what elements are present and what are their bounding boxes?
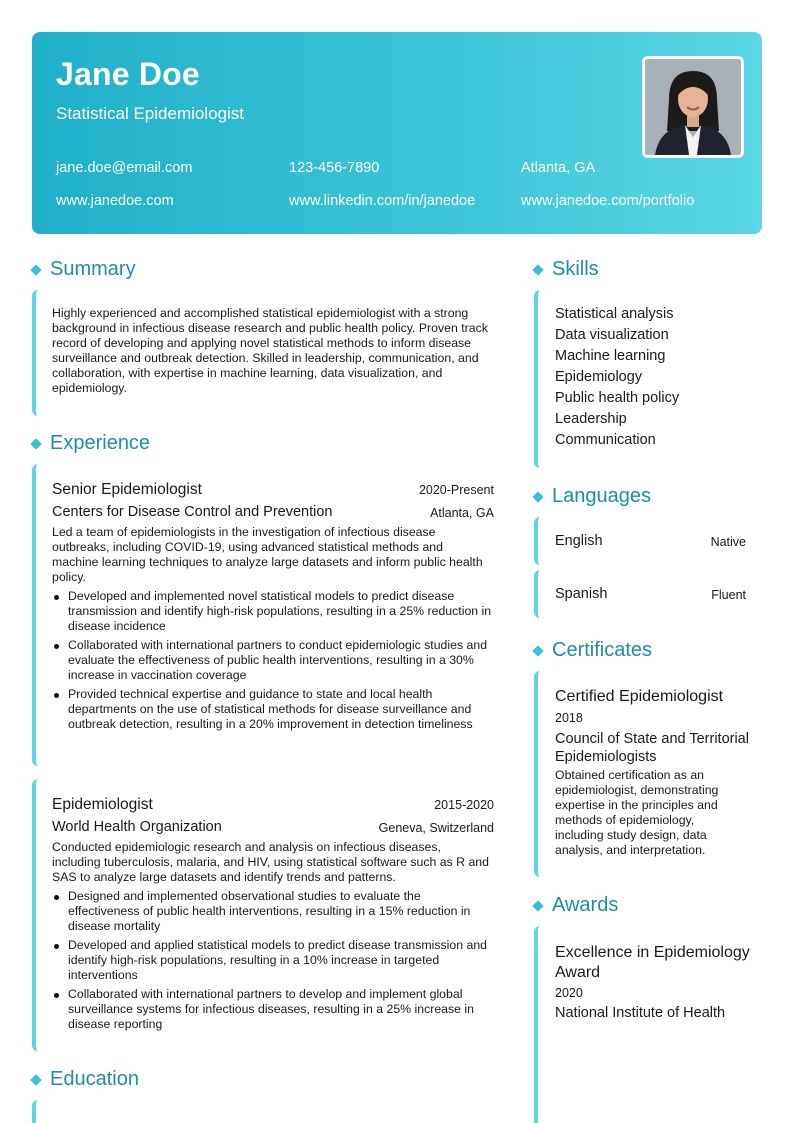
job-bullet: Designed and implemented observational studies to evaluate the effectiveness of public health interventions, resulting in a 15% reduction in disease mortality [52, 889, 492, 934]
profile-photo [642, 56, 744, 158]
skill-item: Data visualization [555, 327, 669, 343]
job-organization: Centers for Disease Control and Prevention [52, 504, 333, 520]
contact-location: Atlanta, GA [521, 160, 596, 176]
summary-heading-label: Summary [50, 258, 136, 280]
skill-item: Epidemiology [555, 369, 643, 385]
summary-heading [30, 258, 136, 281]
diamond-bullet-icon [30, 264, 41, 275]
certificates-heading [532, 639, 652, 662]
languages-heading [532, 485, 651, 508]
diamond-bullet-icon [30, 438, 41, 449]
education-heading [30, 1068, 139, 1091]
languages-heading-label: Languages [552, 485, 651, 507]
candidate-name: Jane Doe [56, 56, 200, 92]
diamond-bullet-icon [532, 264, 543, 275]
skill-item: Public health policy [555, 390, 680, 406]
skill-item: Leadership [555, 411, 627, 427]
certificate-year: 2018 [555, 711, 583, 725]
award-issuer: National Institute of Health [555, 1005, 726, 1021]
skills-heading [532, 258, 599, 281]
language-level: Native [710, 535, 746, 549]
certificate-description: Obtained certification as an epidemiologist, demonstrating expertise in the principles and methods of epidemiology, including study design, data analysis, and interpretation. [555, 768, 719, 857]
experience-heading [30, 432, 150, 455]
job-location: Geneva, Switzerland [378, 821, 494, 835]
certificates-heading-label: Certificates [552, 639, 653, 661]
job-date: 2015-2020 [434, 798, 494, 812]
certificate-name: Certified Epidemiologist [555, 688, 724, 705]
resume-header [32, 32, 762, 234]
skill-item: Statistical analysis [555, 306, 674, 322]
education-heading-label: Education [50, 1068, 139, 1090]
diamond-bullet-icon [532, 900, 543, 911]
job-bullet: Collaborated with international partners to conduct epidemiologic studies and evaluate the effectiveness of public health interventions, resulting in a 30% increase in vaccination coverage [52, 638, 492, 683]
awards-heading-label: Awards [552, 894, 619, 916]
job-bullet: Developed and applied statistical models to predict disease transmission and identify high-risk populations, resulting in a 10% increase in targeted interventions [52, 938, 492, 983]
awards-heading [532, 894, 618, 917]
job-bullet: Collaborated with international partners to develop and implement global surveillance systems for infectious diseases, resulting in a 25% increase in disease reporting [52, 987, 492, 1032]
job-bullet: Provided technical expertise and guidance to state and local health departments on the use of statistical methods for disease surveillance and outbreak detection, resulting in a 20% improvement in detection timeliness [52, 687, 492, 732]
contact-website[interactable]: www.janedoe.com [56, 193, 174, 209]
skills-heading-label: Skills [552, 258, 599, 280]
award-name: Excellence in Epidemiology Award [555, 944, 750, 981]
education-section [32, 1100, 502, 1123]
candidate-title: Statistical Epidemiologist [56, 104, 245, 123]
job-bullet: Developed and implemented novel statistical models to predict disease transmission and identify high-risk populations, resulting in a 25% reduction in disease incidence [52, 589, 492, 634]
job-description: Conducted epidemiologic research and analysis on infectious diseases, including tuberculosis, malaria, and HIV, using statistical software such as R and SAS to analyze large datasets and identify trends and patterns. [52, 840, 489, 884]
job-organization: World Health Organization [52, 819, 222, 835]
job-title: Epidemiologist [52, 796, 153, 813]
language-name: English [555, 533, 603, 549]
job-location: Atlanta, GA [430, 506, 494, 520]
skill-item: Communication [555, 432, 656, 448]
diamond-bullet-icon [532, 645, 543, 656]
skill-item: Machine learning [555, 348, 666, 364]
certificate-issuer: Council of State and Territorial Epidemiologists [555, 731, 749, 765]
diamond-bullet-icon [30, 1074, 41, 1085]
contact-portfolio[interactable]: www.janedoe.com/portfolio [521, 193, 695, 209]
job-description: Led a team of epidemiologists in the investigation of infectious disease outbreaks, including COVID-19, using advanced statistical methods and machine learning techniques to analyze large datasets and inform public health policy. [52, 525, 483, 584]
job-title: Senior Epidemiologist [52, 481, 202, 498]
job-bullets [52, 589, 492, 736]
contact-email[interactable]: jane.doe@email.com [56, 160, 193, 176]
language-name: Spanish [555, 586, 608, 602]
diamond-bullet-icon [532, 491, 543, 502]
award-year: 2020 [555, 986, 583, 1000]
language-level: Fluent [711, 588, 746, 602]
job-date: 2020-Present [418, 483, 494, 497]
experience-heading-label: Experience [50, 432, 151, 454]
job-bullets [52, 889, 492, 1036]
contact-phone[interactable]: 123-456-7890 [289, 160, 380, 176]
summary-text: Highly experienced and accomplished statistical epidemiologist with a strong background in infectious disease research and public health policy. Proven track record of developing and applying novel statistical methods to inform disease surveillance and outbreak detection. Skilled in leadership, communication, and collaboration, with expertise in machine learning, data visualization, and epidemiology. [52, 306, 488, 395]
contact-linkedin[interactable]: www.linkedin.com/in/janedoe [289, 193, 476, 209]
